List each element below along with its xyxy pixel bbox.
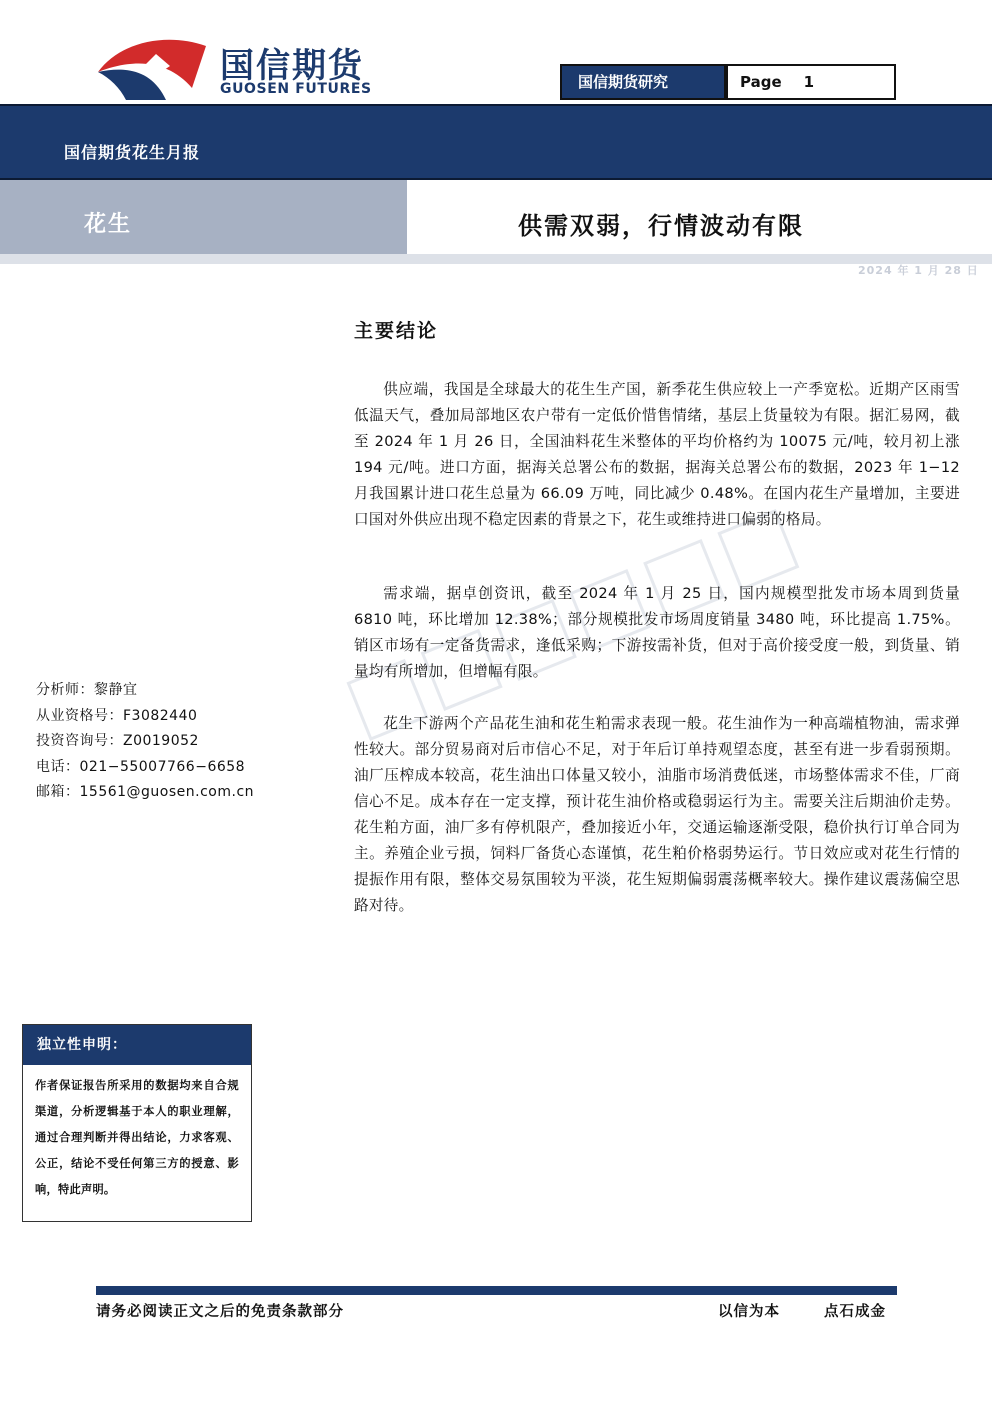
independence-title: 独立性申明：	[23, 1025, 251, 1065]
paragraph-supply: 供应端，我国是全球最大的花生生产国，新季花生供应较上一产季宽松。近期产区雨雪低温天气，叠加局部地区农户带有一定低价惜售情绪，基层上货量较为有限。据汇易网，截至 2024 年 1 月 26 日，全国油料花生米整体的平均价格约为 10075 元/吨，较月初上涨 194 元/吨。进口方面，据海关总署公布的数据，据海关总署公布的数据，2023 年 1−12 月我国累计进口花生总量为 66.09 万吨，同比减少 0.48%。在国内花生产量增加，主要进口国对外供应出现不稳定因素的背景之下，花生或维持进口偏弱的格局。	[354, 381, 960, 528]
guosen-logo-icon	[96, 36, 208, 102]
footer-motto-1: 以信为本	[718, 1304, 780, 1320]
analyst-email: 邮箱：15561@guosen.com.cn	[36, 784, 255, 801]
commodity-label: 花生	[84, 212, 133, 237]
analyst-license: 从业资格号：F3082440	[36, 707, 198, 724]
section-title: 主要结论	[354, 320, 439, 342]
analyst-info	[36, 678, 254, 806]
research-label: 国信期货研究	[560, 64, 726, 100]
analyst-name: 分析师：黎静宜	[36, 682, 138, 698]
independence-statement	[22, 1024, 252, 1222]
page-label: Page	[740, 73, 782, 91]
commodity-band	[0, 180, 407, 254]
band-divider	[0, 254, 992, 264]
report-series-title: 国信期货花生月报	[64, 143, 201, 162]
page-indicator	[726, 64, 896, 100]
footer-bar	[96, 1286, 897, 1295]
paragraph-downstream: 花生下游两个产品花生油和花生粕需求表现一般。花生油作为一种高端植物油，需求弹性较大。部分贸易商对后市信心不足，对于年后订单持观望态度，甚至有进一步看弱预期。油厂压榨成本较高，花生油出口体量又较小，油脂市场消费低迷，市场整体需求不佳，厂商信心不足。成本存在一定支撑，预计花生油价格或稳弱运行为主。需要关注后期油价走势。花生粕方面，油厂多有停机限产，叠加接近小年，交通运输逐渐受限，稳价执行订单合同为主。养殖企业亏损，饲料厂备货心态谨慎，花生粕价格弱势运行。节日效应或对花生行情的提振作用有限，整体交易氛围较为平淡，花生短期偏弱震荡概率较大。操作建议震荡偏空思路对待。	[354, 715, 960, 914]
report-date: 2024 年 1 月 28 日	[858, 264, 979, 277]
report-headline: 供需双弱，行情波动有限	[518, 212, 804, 240]
independence-body: 作者保证报告所采用的数据均来自合规渠道，分析逻辑基于本人的职业理解，通过合理判断并得出结论，力求客观、公正，结论不受任何第三方的授意、影响，特此声明。	[35, 1079, 239, 1196]
page-number: 1	[803, 73, 815, 91]
analyst-advisory-number: 投资咨询号：Z0019052	[36, 733, 199, 750]
analyst-phone: 电话：021−55007766−6658	[36, 758, 246, 775]
footer-disclaimer-note: 请务必阅读正文之后的免责条款部分	[96, 1304, 344, 1320]
footer-motto-2: 点石成金	[824, 1304, 886, 1320]
paragraph-demand: 需求端，据卓创资讯，截至 2024 年 1 月 25 日，国内规模型批发市场本周到货量 6810 吨，环比增加 12.38%；部分规模批发市场周度销量 3480 吨，环比提高 1.75%。销区市场有一定备货需求，逢低采购；下游按需补货，但对于高价接受度一般，到货量、销量均有所增加，但增幅有限。	[354, 585, 960, 680]
brand-name-cn: 国信期货	[220, 46, 364, 86]
brand-name-en: GUOSEN FUTURES	[220, 81, 372, 97]
